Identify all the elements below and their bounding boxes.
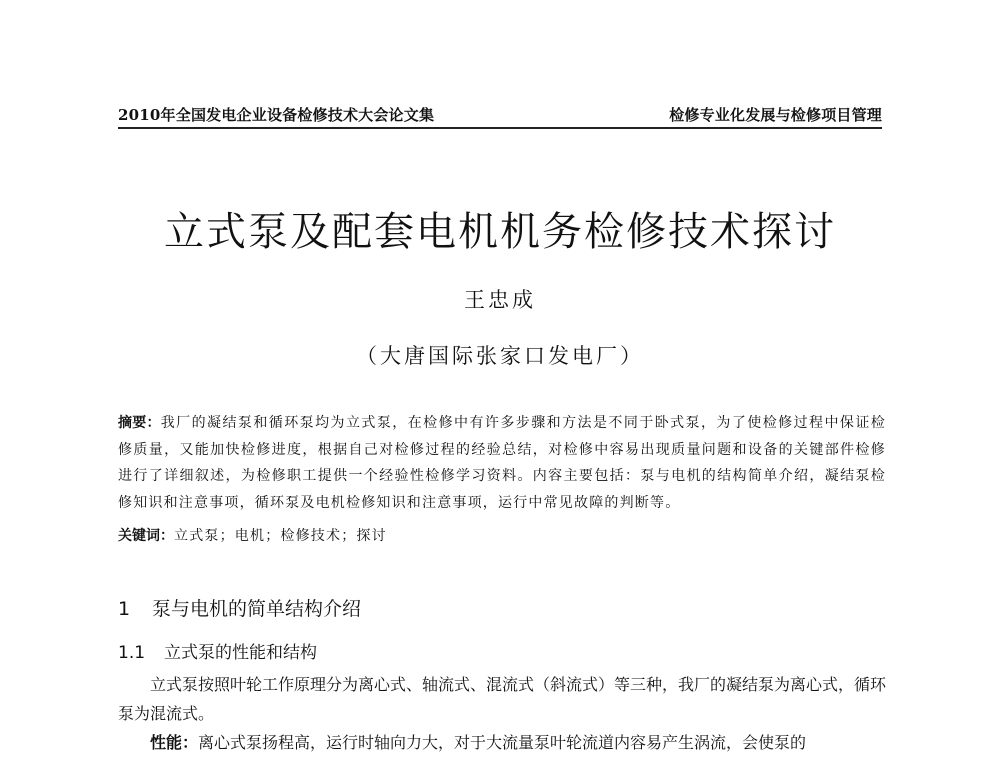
body-paragraph-1: 立式泵按照叶轮工作原理分为离心式、轴流式、混流式（斜流式）等三种，我厂的凝结泵为离心式，循环泵为混流式。 <box>118 675 887 723</box>
keywords-label: 关键词： <box>118 528 174 544</box>
body-paragraph-2 <box>118 728 886 757</box>
header-rule <box>118 127 882 129</box>
section-title: 泵与电机的简单结构介绍 <box>152 598 362 620</box>
performance-label: 性能： <box>150 733 199 752</box>
author-affiliation: （大唐国际张家口发电厂） <box>356 344 644 368</box>
running-header-right: 检修专业化发展与检修项目管理 <box>669 106 882 124</box>
abstract-text: 我厂的凝结泵和循环泵均为立式泵，在检修中有许多步骤和方法是不同于卧式泵，为了使检修过程中保证检修质量，又能加快检修进度，根据自己对检修过程的经验总结，对检修中容易出现质量问题和设备的关键部件检修进行了详细叙述，为检修职工提供一个经验性检修学习资料。内容主要包括：泵与电机的结构简单介绍，凝结泵检修知识和注意事项，循环泵及电机检修知识和注意事项，运行中常见故障的判断等。 <box>118 415 886 511</box>
paper-title: 立式泵及配套电机机务检修技术探讨 <box>164 209 836 255</box>
section-heading-1 <box>118 594 361 621</box>
abstract <box>118 410 886 516</box>
running-header-left: 2010年全国发电企业设备检修技术大会论文集 <box>118 106 435 124</box>
keywords-text: 立式泵；电机；检修技术；探讨 <box>174 528 387 544</box>
subsection-number: 1.1 <box>118 643 146 663</box>
keywords <box>118 525 387 545</box>
subsection-title: 立式泵的性能和结构 <box>164 643 317 663</box>
body-text <box>118 670 886 757</box>
performance-text: 离心式泵扬程高，运行时轴向力大，对于大流量泵叶轮流道内容易产生涡流，会使泵的 <box>198 733 807 752</box>
abstract-label: 摘要： <box>118 415 161 431</box>
section-heading-1-1 <box>118 638 317 663</box>
section-number: 1 <box>118 598 131 620</box>
author-name: 王忠成 <box>464 288 536 312</box>
